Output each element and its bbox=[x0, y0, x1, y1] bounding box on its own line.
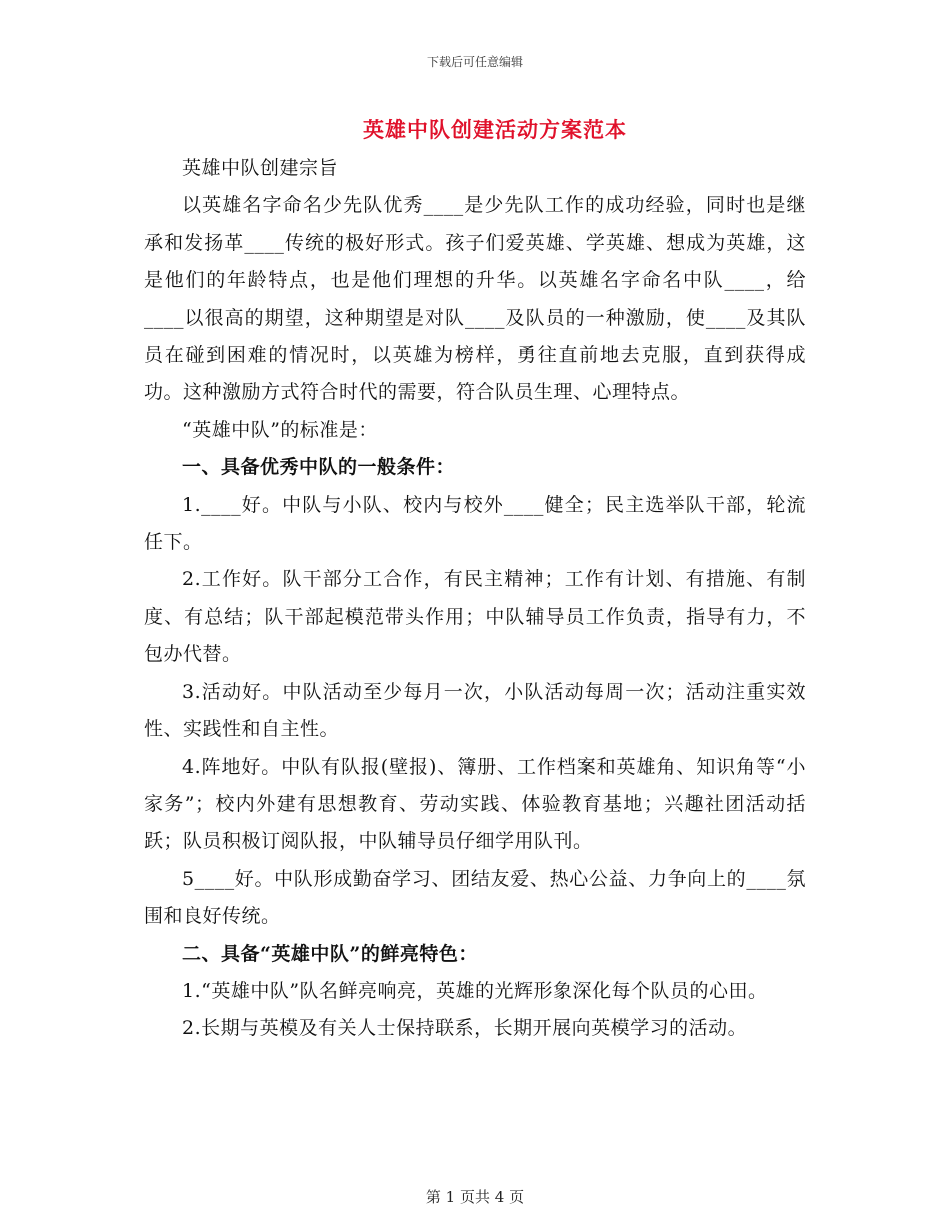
section-heading-purpose: 英雄中队创建宗旨 bbox=[182, 157, 339, 179]
list-item-2: 2.工作好。队干部分工合作，有民主精神；工作有计划、有措施、有制度、有总结；队干部起模范带头作用；中队辅导员工作负责，指导有力，不包办代替。 bbox=[144, 568, 806, 666]
paragraph-standard-intro: “英雄中队”的标准是： bbox=[182, 418, 378, 441]
section-heading-2: 二、具备“英雄中队”的鲜亮特色： bbox=[182, 942, 478, 965]
list-item-5: 5____好。中队形成勤奋学习、团结友爱、热心公益、力争向上的____氛围和良好传统。 bbox=[144, 867, 806, 928]
section-heading-1: 一、具备优秀中队的一般条件： bbox=[182, 456, 456, 479]
page-header: 下载后可任意编辑 bbox=[426, 55, 523, 69]
list-item-feature-1: 1.“英雄中队”队名鲜亮响亮，英雄的光辉形象深化每个队员的心田。 bbox=[182, 979, 768, 1002]
list-item-1: 1.____好。中队与小队、校内与校外____健全；民主选举队干部，轮流任下。 bbox=[144, 493, 806, 554]
document-title: 英雄中队创建活动方案范本 bbox=[363, 117, 627, 142]
list-item-3: 3.活动好。中队活动至少每月一次，小队活动每周一次；活动注重实效性、实践性和自主性。 bbox=[144, 680, 806, 741]
page-footer: 第 1 页共 4 页 bbox=[425, 1188, 525, 1206]
paragraph-purpose: 以英雄名字命名少先队优秀____是少先队工作的成功经验，同时也是继承和发扬革____传统的极好形式。孩子们爱英雄、学英雄、想成为英雄，这是他们的年龄特点，也是他们理想的升华。以英雄名字命名中队____，给____以很高的期望，这种期望是对队____及队员的一种激励，使____及其队员在碰到困难的情况时，以英雄为榜样，勇往直前地去克服，直到获得成功。这种激励方式符合时代的需要，符合队员生理、心理特点。 bbox=[144, 194, 806, 404]
list-item-4: 4.阵地好。中队有队报(壁报)、簿册、工作档案和英雄角、知识角等“小家务”；校内外建有思想教育、劳动实践、体验教育基地；兴趣社团活动括跃；队员积极订阅队报，中队辅导员仔细学用队刊。 bbox=[144, 755, 806, 853]
document-body bbox=[144, 150, 806, 1048]
list-item-feature-2: 2.长期与英模及有关人士保持联系，长期开展向英模学习的活动。 bbox=[182, 1017, 748, 1040]
